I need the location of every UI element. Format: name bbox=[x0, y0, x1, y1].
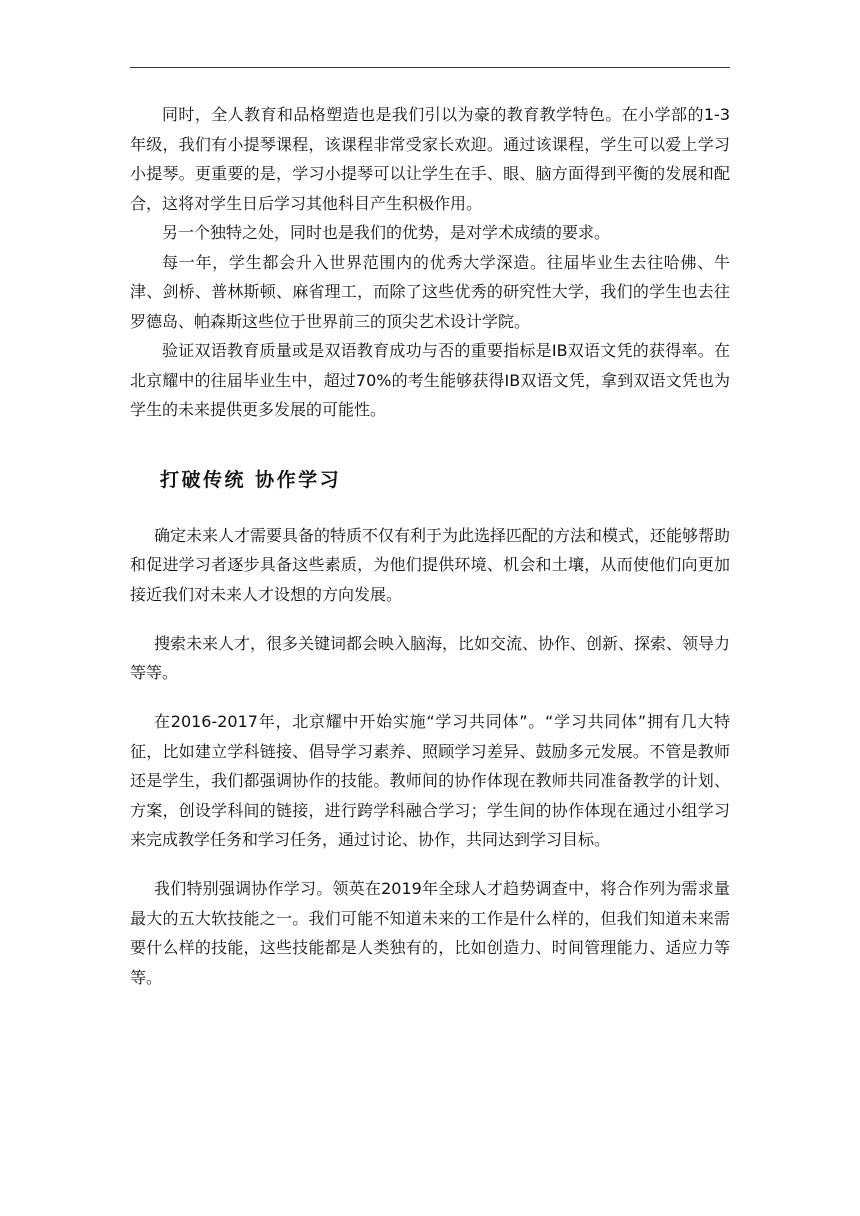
paragraph: 验证双语教育质量或是双语教育成功与否的重要指标是IB双语文凭的获得率。在北京耀中的往届毕业生中，超过70%的考生能够获得IB双语文凭，拿到双语文凭也为学生的未来提供更多发展的可能性。 bbox=[130, 341, 730, 419]
paragraph: 确定未来人才需要具备的特质不仅有利于为此选择匹配的方法和模式，还能够帮助和促进学习者逐步具备这些素质，为他们提供环境、机会和土壤，从而使他们向更加接近我们对未来人才设想的方向发展。 bbox=[130, 525, 731, 604]
paragraph: 同时，全人教育和品格塑造也是我们引以为豪的教育教学特色。在小学部的1-3年级，我们有小提琴课程，该课程非常受家长欢迎。通过该课程，学生可以爱上学习小提琴。更重要的是，学习小提琴可以让学生在手、眼、脑方面得到平衡的发展和配合，这将对学生日后学习其他科目产生积极作用。 bbox=[130, 105, 730, 213]
paragraph: 每一年，学生都会升入世界范围内的优秀大学深造。往届毕业生去往哈佛、牛津、剑桥、普林斯顿、麻省理工，而除了这些优秀的研究性大学，我们的学生也去往罗德岛、帕森斯这些位于世界前三的顶尖艺术设计学院。 bbox=[130, 252, 730, 331]
section-heading: 打破传统 协作学习 bbox=[160, 468, 342, 491]
section-paragraphs bbox=[130, 521, 730, 993]
paragraph: 我们特别强调协作学习。领英在2019年全球人才趋势调查中，将合作列为需求量最大的五大软技能之一。我们可能不知道未来的工作是什么样的，但我们知道未来需要什么样的技能，这些技能都是人类独有的，比如创造力、时间管理能力、适应力等等。 bbox=[130, 879, 730, 987]
document-body bbox=[130, 100, 730, 1012]
paragraph: 另一个独特之处，同时也是我们的优势，是对学术成绩的要求。 bbox=[162, 223, 611, 242]
intro-paragraphs bbox=[130, 100, 730, 425]
paragraph: 在2016-2017年，北京耀中开始实施“学习共同体”。“学习共同体”拥有几大特征，比如建立学科链接、倡导学习素养、照顾学习差异、鼓励多元发展。不管是教师还是学生，我们都强调协作的技能。教师间的协作体现在教师共同准备教学的计划、方案，创设学科间的链接，进行跨学科融合学习；学生间的协作体现在通过小组学习来完成教学任务和学习任务，通过讨论、协作，共同达到学习目标。 bbox=[130, 712, 730, 849]
paragraph: 搜索未来人才，很多关键词都会映入脑海，比如交流、协作、创新、探索、领导力等等。 bbox=[130, 633, 731, 682]
header-rule bbox=[130, 67, 730, 68]
